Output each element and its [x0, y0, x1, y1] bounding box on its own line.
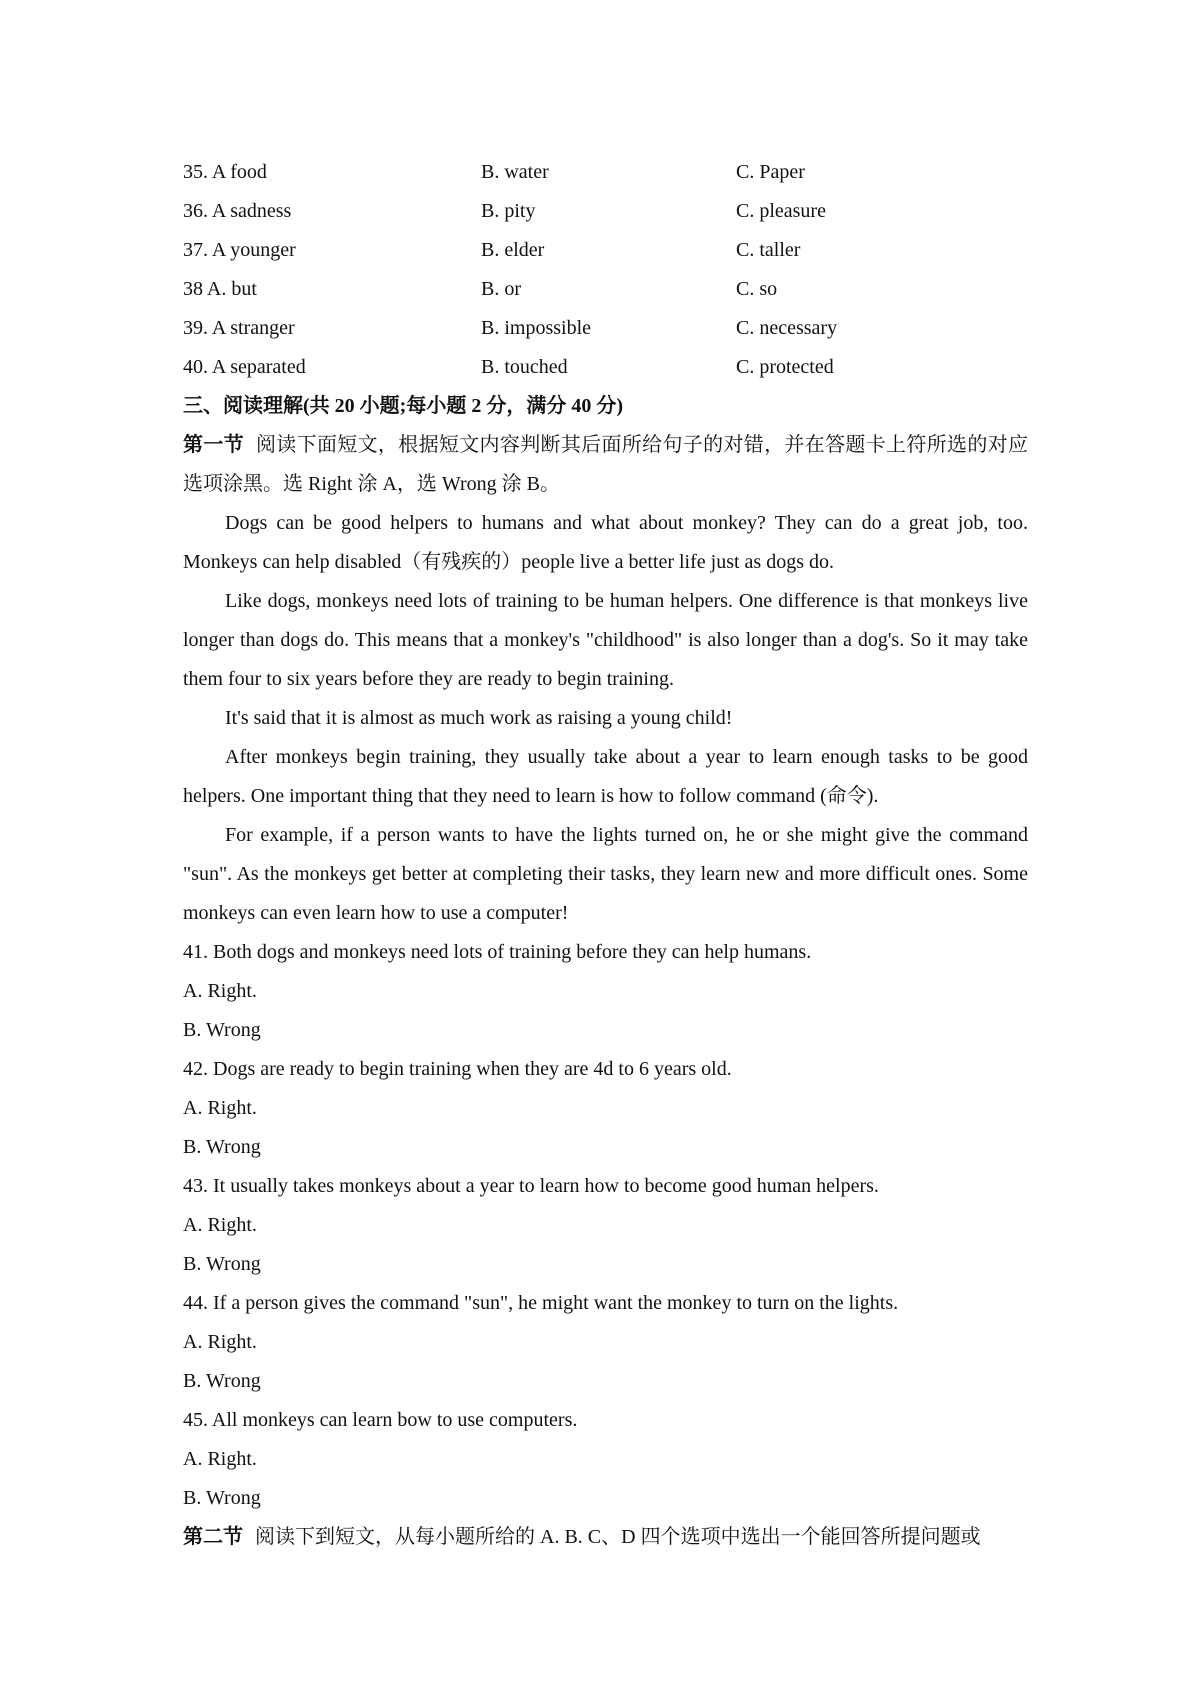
question-44	[183, 1284, 1028, 1401]
option-row-37	[183, 231, 1028, 270]
option-row-39	[183, 309, 1028, 348]
answer-option-a: A. Right.	[183, 980, 257, 1002]
option-a: 40. A separated	[183, 356, 306, 378]
question-stem: 41. Both dogs and monkeys need lots of training before they can help humans.	[183, 941, 812, 963]
part-1-instructions	[183, 426, 1028, 504]
part-1-label: 第一节	[183, 434, 244, 456]
answer-option-a: A. Right.	[183, 1448, 257, 1470]
cloze-options-block	[183, 153, 1028, 387]
option-b: B. touched	[481, 356, 568, 378]
option-c: C. necessary	[736, 317, 838, 339]
reading-passage	[183, 504, 1028, 933]
answer-option-b: B. Wrong	[183, 1019, 261, 1041]
part-2-instruction-text: 阅读下到短文，从每小题所给的 A. B. C、D 四个选项中选出一个能回答所提问题或	[255, 1526, 981, 1548]
question-43	[183, 1167, 1028, 1284]
option-a: 36. A sadness	[183, 200, 292, 222]
passage-paragraph: Dogs can be good helpers to humans and what about monkey? They can do a great job, too. Monkeys can help disabled（有残疾的）people live a better life just as dogs do.	[183, 512, 1028, 573]
answer-option-b: B. Wrong	[183, 1136, 261, 1158]
answer-option-b: B. Wrong	[183, 1253, 261, 1275]
option-c: C. so	[736, 278, 778, 300]
option-row-38	[183, 270, 1028, 309]
option-row-40	[183, 348, 1028, 387]
option-c: C. protected	[736, 356, 834, 378]
option-b: B. or	[481, 278, 521, 300]
question-45	[183, 1401, 1028, 1518]
part-2-instructions	[183, 1518, 1028, 1557]
passage-paragraph: It's said that it is almost as much work as raising a young child!	[225, 707, 733, 729]
option-b: B. water	[481, 161, 549, 183]
answer-option-a: A. Right.	[183, 1097, 257, 1119]
option-a: 37. A younger	[183, 239, 296, 261]
option-a: 35. A food	[183, 161, 267, 183]
question-42	[183, 1050, 1028, 1167]
section-3-heading: 三、阅读理解(共 20 小题;每小题 2 分，满分 40 分)	[183, 395, 623, 417]
question-stem: 43. It usually takes monkeys about a year to learn how to become good human helpers.	[183, 1175, 879, 1197]
answer-option-b: B. Wrong	[183, 1487, 261, 1509]
question-stem: 45. All monkeys can learn bow to use computers.	[183, 1409, 578, 1431]
passage-paragraph: For example, if a person wants to have the lights turned on, he or she might give the command "sun". As the monkeys get better at completing their tasks, they learn new and more difficult ones. Some monkeys can even learn how to use a computer!	[183, 824, 1028, 924]
option-b: B. pity	[481, 200, 536, 222]
option-a: 39. A stranger	[183, 317, 295, 339]
option-c: C. pleasure	[736, 200, 826, 222]
part-2-label: 第二节	[183, 1526, 243, 1548]
option-c: C. taller	[736, 239, 801, 261]
answer-option-a: A. Right.	[183, 1331, 257, 1353]
answer-option-b: B. Wrong	[183, 1370, 261, 1392]
passage-paragraph: After monkeys begin training, they usually take about a year to learn enough tasks to be good helpers. One important thing that they need to learn is how to follow command (命令).	[183, 746, 1028, 807]
option-row-35	[183, 153, 1028, 192]
page-content	[183, 153, 1028, 1557]
option-a: 38 A. but	[183, 278, 257, 300]
part-1-instruction-text: 阅读下面短文，根据短文内容判断其后面所给句子的对错，并在答题卡上符所选的对应选项涂黑。选 Right 涂 A，选 Wrong 涂 B。	[183, 434, 1029, 495]
option-c: C. Paper	[736, 161, 805, 183]
answer-option-a: A. Right.	[183, 1214, 257, 1236]
option-b: B. impossible	[481, 317, 592, 339]
question-stem: 44. If a person gives the command "sun", he might want the monkey to turn on the lights.	[183, 1292, 899, 1314]
option-row-36	[183, 192, 1028, 231]
passage-paragraph: Like dogs, monkeys need lots of training to be human helpers. One difference is that monkeys live longer than dogs do. This means that a monkey's "childhood" is also longer than a dog's. So it may take them four to six years before they are ready to begin training.	[183, 590, 1028, 690]
question-41	[183, 933, 1028, 1050]
question-stem: 42. Dogs are ready to begin training when they are 4d to 6 years old.	[183, 1058, 732, 1080]
option-b: B. elder	[481, 239, 545, 261]
